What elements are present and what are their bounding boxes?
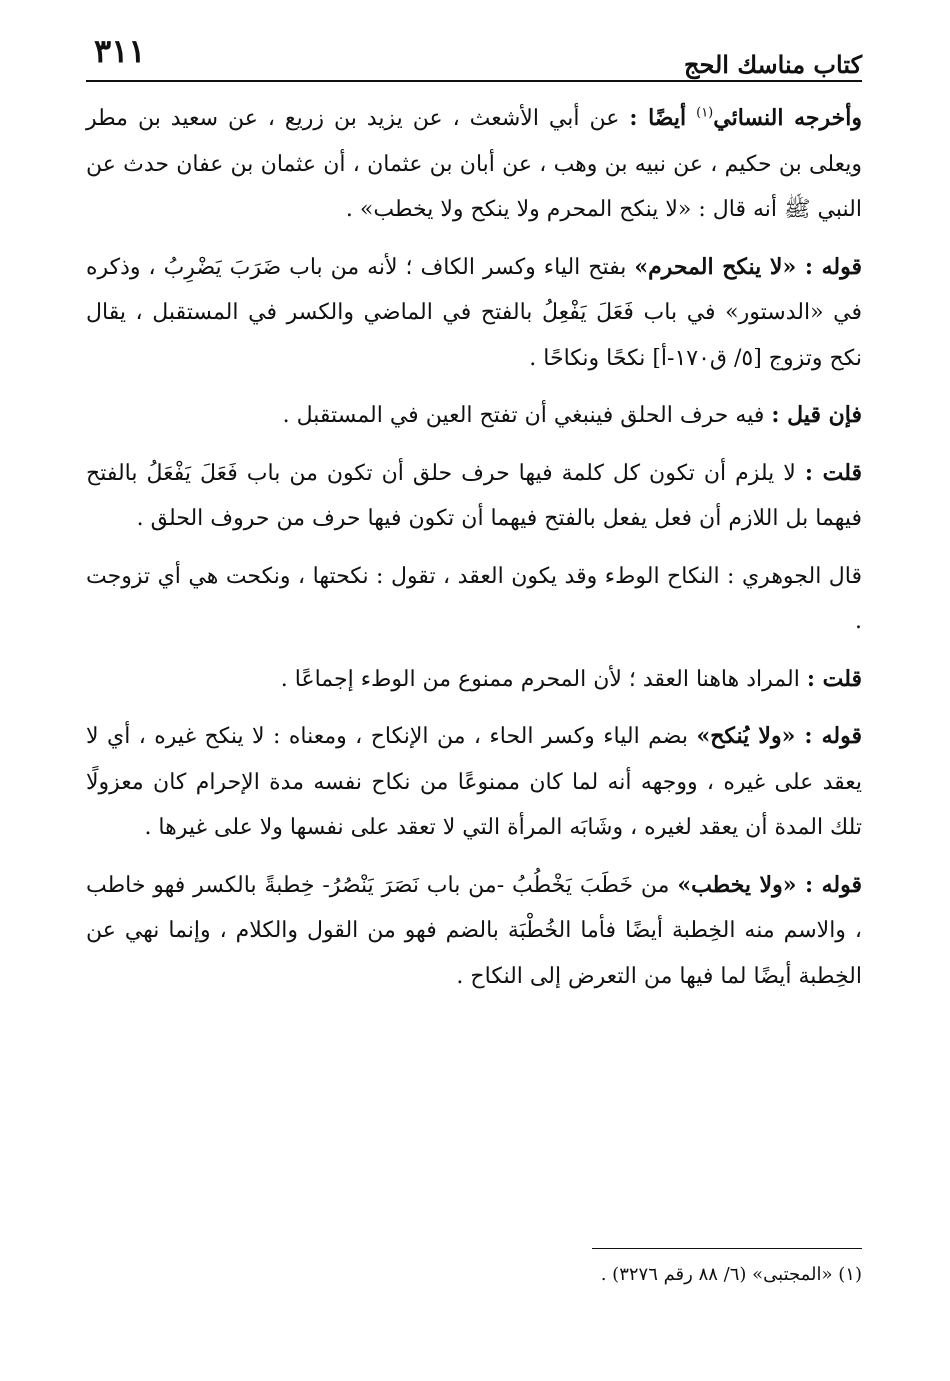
paragraph-lead: قلت :	[806, 665, 862, 692]
paragraph-lead: قوله : «لا ينكح المحرم»	[634, 253, 862, 280]
footnote: (١) «المجتبى» (٦/ ٨٨ رقم ٣٢٧٦) .	[600, 1264, 862, 1285]
paragraph-lead: قوله : «ولا يخطب»	[677, 871, 863, 898]
paragraph-8	[86, 863, 862, 1000]
paragraph-lead: فإن قيل :	[771, 402, 862, 428]
paragraph-7	[86, 714, 862, 851]
paragraph-2	[86, 245, 862, 382]
paragraph-lead-2: أيضًا :	[629, 105, 687, 131]
main-text	[86, 96, 862, 1011]
footnote-divider	[592, 1248, 862, 1249]
paragraph-lead: وأخرجه النسائي	[713, 105, 863, 131]
paragraph-5	[86, 554, 862, 645]
paragraph-lead: قلت :	[804, 459, 862, 486]
paragraph-lead: قوله : «ولا يُنكح»	[696, 723, 862, 749]
page-header	[86, 28, 862, 82]
footnote-reference[interactable]: (١)	[696, 105, 714, 121]
paragraph-text: المراد هاهنا العقد ؛ لأن المحرم ممنوع من الوطء إجماعًا .	[280, 666, 800, 692]
paragraph-3	[86, 393, 862, 439]
paragraph-text: بفتح الياء وكسر الكاف ؛ لأنه من باب ضَرَبَ يَضْرِبُ ، وذكره في «الدستور» في باب فَعَلَ يَفْعِلُ بالفتح في الماضي والكسر في المستقبل ، يقال نكح وتزوج [٥/ ق١٧٠-أ] نكحًا ونكاحًا .	[86, 254, 862, 371]
paragraph-text: عن أبي الأشعث ، عن يزيد بن زريع ، عن سعيد بن مطر ويعلى بن حكيم ، عن نبيه بن وهب ، عن أبان بن عثمان ، أن عثمان بن عفان حدث عن النبي ﷺ أنه قال : «لا ينكح المحرم ولا ينكح ولا يخطب» .	[86, 106, 862, 222]
paragraph-text: لا يلزم أن تكون كل كلمة فيها حرف حلق أن تكون من باب فَعَلَ يَفْعَلُ بالفتح فيهما بل اللازم أن فعل يفعل بالفتح فيهما أن تكون فيها حرف من حروف الحلق .	[86, 460, 862, 531]
running-title: كتاب مناسك الحج	[684, 50, 862, 79]
paragraph-text: من خَطَبَ يَخْطُبُ -من باب نَصَرَ يَنْصُرُ- خِطبةً بالكسر فهو خاطب ، والاسم منه الخِطبة أيضًا فأما الخُطْبَة بالضم فهو من القول والكلام ، وإنما نهي عن الخِطبة أيضًا لما فيها من التعرض إلى النكاح .	[86, 872, 862, 989]
paragraph-text: قال الجوهري : النكاح الوطء وقد يكون العقد ، تقول : نكحتها ، ونكحت هي أي تزوجت .	[86, 563, 862, 634]
paragraph-text: بضم الياء وكسر الحاء ، من الإنكاح ، ومعناه : لا ينكح غيره ، أي لا يعقد على غيره ، ووجهه أنه لما كان ممنوعًا من نكاح نفسه مدة الإحرام كان معزولًا تلك المدة أن يعقد لغيره ، وشَابَه المرأة التي لا تعقد على نفسها ولا على غيرها .	[86, 724, 862, 840]
paragraph-1	[86, 96, 862, 233]
page-number: ٣١١	[94, 32, 146, 70]
paragraph-6	[86, 657, 862, 703]
paragraph-4	[86, 451, 862, 542]
paragraph-text: فيه حرف الحلق فينبغي أن تفتح العين في المستقبل .	[282, 403, 765, 428]
